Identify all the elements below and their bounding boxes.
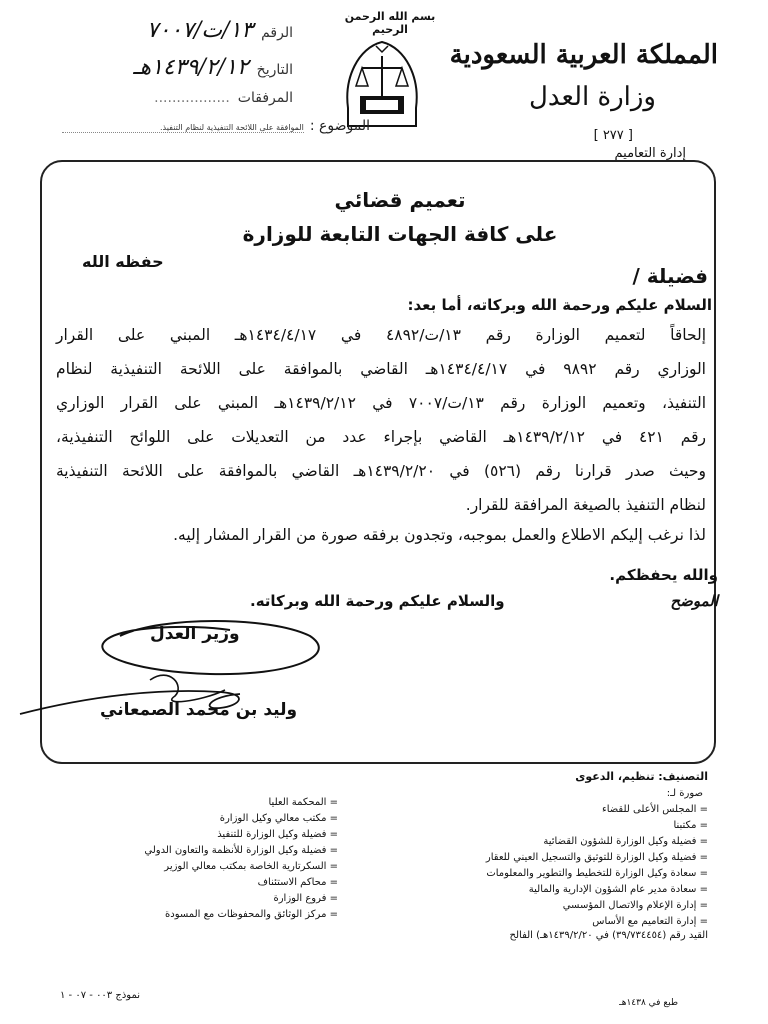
ministry-emblem-icon bbox=[338, 38, 426, 130]
list-item: = المحكمة العليا bbox=[68, 795, 338, 811]
list-item: = مكتبنا bbox=[388, 818, 708, 834]
body-line: رقم ٤٢١ في ١٤٣٩/٢/١٢هـ القاضي بإجراء عدد من التعديلات على اللوائح التنفيذية، bbox=[56, 428, 706, 446]
minister-name: وليد بن محمد الصمعاني bbox=[100, 700, 298, 720]
initial-mark: الموضح bbox=[670, 592, 718, 610]
body-line: التنفيذ، وتعميم الوزارة رقم ١٣/ت/٧٠٠٧ في ١٤٣٩/٢/١٢هـ المبني على القرار الوزاري bbox=[56, 394, 707, 412]
ministry-title: وزارة العدل bbox=[528, 82, 656, 112]
list-item: = فروع الوزارة bbox=[68, 891, 338, 907]
body-line: وحيث صدر قرارنا رقم (٥٢٦) في ١٤٣٩/٢/٢٠هـ القاضي بالموافقة على اللائحة التنفيذية bbox=[56, 462, 706, 480]
list-item: = المجلس الأعلى للقضاء bbox=[388, 802, 708, 818]
list-item: = سعادة مدير عام الشؤون الإدارية والمالية bbox=[388, 882, 708, 898]
copy-label: صورة لـ: bbox=[666, 788, 703, 799]
body-line: لذا نرغب إليكم الاطلاع والعمل بموجبه، وتجدون برفقه صورة من القرار المشار إليه. bbox=[173, 526, 706, 544]
attachments-dots: ................. bbox=[154, 90, 230, 106]
subject-label: الموضوع : bbox=[309, 118, 370, 134]
reference-line: القيد رقم (٣٩/٧٣٤٤٥٤) في ١٤٣٩/٢/٢٠هـ) الفالح bbox=[509, 930, 708, 941]
body-line: إلحاقاً لتعميم الوزارة رقم ١٣/ت/٤٨٩٢ في ١٤٣٤/٤/١٧هـ المبني على القرار bbox=[56, 326, 707, 344]
copy-list-right bbox=[388, 802, 708, 930]
circular-number: [ ٢٧٧ ] bbox=[593, 128, 633, 143]
letter-title: تعميم قضائي bbox=[334, 188, 466, 212]
classification: التصنيف: تنظيم، الدعوى bbox=[575, 770, 708, 783]
attachments-label: المرفقات bbox=[237, 90, 293, 106]
closing-salam: والسلام عليكم ورحمة الله وبركاته. bbox=[250, 592, 505, 610]
honorific: حفظه الله bbox=[82, 252, 164, 271]
closing: والله يحفظكم. bbox=[609, 566, 718, 584]
list-item: = فضيلة وكيل الوزارة للتوثيق والتسجيل العيني للعقار bbox=[388, 850, 708, 866]
body-line: لنظام التنفيذ بالصيغة المرافقة للقرار. bbox=[465, 496, 706, 514]
subject-text: الموافقة على اللائحة التنفيذية لنظام التنفيذ. bbox=[62, 123, 304, 133]
minister-title: وزير العدل bbox=[150, 624, 240, 644]
date-row bbox=[133, 55, 293, 80]
form-number: نموذج ٠٠٣ - ٠٧ - ١ bbox=[60, 990, 141, 1001]
letter-addressee: على كافة الجهات التابعة للوزارة bbox=[242, 222, 558, 246]
list-item: = إدارة الإعلام والاتصال المؤسسي bbox=[388, 898, 708, 914]
subject-row bbox=[62, 118, 370, 134]
number-row bbox=[147, 18, 293, 43]
salutation: فضيلة / bbox=[632, 264, 708, 288]
number-value: ١٣/ت/٧٠٠٧ bbox=[146, 18, 254, 43]
list-item: = مكتب معالي وكيل الوزارة bbox=[68, 811, 338, 827]
printed-year: طبع في ١٤٣٨هـ bbox=[619, 998, 678, 1008]
list-item: = السكرتارية الخاصة بمكتب معالي الوزير bbox=[68, 859, 338, 875]
list-item: = فضيلة وكيل الوزارة للشؤون القضائية bbox=[388, 834, 708, 850]
greeting: السلام عليكم ورحمة الله وبركاته، أما بعد: bbox=[407, 296, 712, 314]
list-item: = مركز الوثائق والمحفوظات مع المسودة bbox=[68, 907, 338, 923]
list-item: = إدارة التعاميم مع الأساس bbox=[388, 914, 708, 930]
attachments-row bbox=[154, 90, 293, 106]
body-line: الوزاري رقم ٩٨٩٢ في ١٤٣٤/٤/١٧هـ القاضي بالموافقة على اللائحة التنفيذية لنظام bbox=[56, 360, 706, 378]
list-item: = محاكم الاستئناف bbox=[68, 875, 338, 891]
department-name: إدارة التعاميم bbox=[614, 146, 686, 161]
date-value: ١٤٣٩/٢/١٢هـ bbox=[133, 55, 249, 80]
list-item: = فضيلة وكيل الوزارة للتنفيذ bbox=[68, 827, 338, 843]
list-item: = فضيلة وكيل الوزارة للأنظمة والتعاون الدولي bbox=[68, 843, 338, 859]
number-label: الرقم bbox=[261, 25, 293, 41]
bismillah: بسم الله الرحمن الرحيم bbox=[344, 10, 436, 36]
date-label: التاريخ bbox=[256, 62, 293, 78]
copy-list-left bbox=[68, 795, 338, 923]
list-item: = سعادة وكيل الوزارة للتخطيط والتطوير والمعلومات bbox=[388, 866, 708, 882]
kingdom-title: المملكة العربية السعودية bbox=[449, 40, 718, 70]
